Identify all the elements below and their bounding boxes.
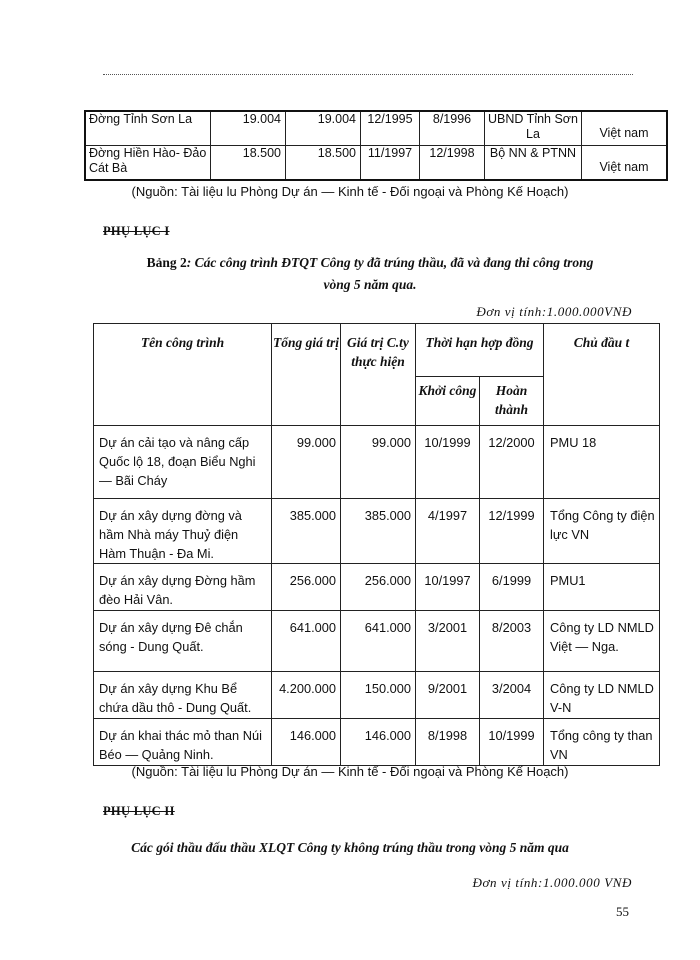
total-value-cell: 256.000 [272, 564, 341, 611]
appendix-heading: PHỤ LỤC II [103, 804, 175, 818]
appendix-heading: PHỤ LỤC I [103, 224, 170, 238]
source-note: (Nguồn: Tài liệu lu Phòng Dự án — Kinh tế - Đối ngoại và Phòng Kế Hoạch) [131, 764, 569, 779]
header-dotted-rule [103, 74, 633, 75]
end-date-cell: 8/2003 [480, 611, 544, 672]
start-date-cell: 8/1998 [416, 719, 480, 766]
start-date-cell: 10/1997 [416, 564, 480, 611]
end-date-cell: 10/1999 [480, 719, 544, 766]
project-name-cell: Dự án xây dựng Khu Bể chứa dầu thô - Dung Quất. [94, 672, 272, 719]
table-title-line-1 [60, 252, 680, 274]
table-row [94, 719, 660, 766]
investor-cell: Tổng Công ty điện lực VN [544, 499, 660, 564]
company-value-cell: 18.500 [286, 146, 361, 181]
table-title-line-2: vòng 5 năm qua. [323, 277, 417, 292]
table-number: Bảng 2 [146, 255, 187, 270]
investor-cell: Công ty LD NMLD Việt — Nga. [544, 611, 660, 672]
end-date-cell: 12/2000 [480, 426, 544, 499]
total-value-cell: 4.200.000 [272, 672, 341, 719]
project-name-cell: Dự án xây dựng đờng và hầm Nhà máy Thuỷ điện Hàm Thuận - Đa Mi. [94, 499, 272, 564]
project-name-cell: Dự án khai thác mỏ than Núi Béo — Quảng Ninh. [94, 719, 272, 766]
company-value-cell: 99.000 [341, 426, 416, 499]
start-date-cell: 4/1997 [416, 499, 480, 564]
company-value-cell: 150.000 [341, 672, 416, 719]
start-date-cell: 3/2001 [416, 611, 480, 672]
total-value-cell: 641.000 [272, 611, 341, 672]
header-end: Hoàn thành [480, 377, 544, 426]
start-date-cell: 11/1997 [361, 146, 420, 181]
total-value-cell: 99.000 [272, 426, 341, 499]
country-cell: Việt nam [582, 146, 668, 181]
header-company-value: Giá trị C.ty thực hiện [341, 324, 416, 426]
investor-cell: PMU1 [544, 564, 660, 611]
table-header-row [94, 324, 660, 377]
investor-cell: Tổng công ty than VN [544, 719, 660, 766]
header-project-name: Tên công trình [94, 324, 272, 426]
total-value-cell: 18.500 [211, 146, 286, 181]
company-value-cell: 385.000 [341, 499, 416, 564]
company-value-cell: 19.004 [286, 111, 361, 146]
table-row [94, 564, 660, 611]
table-row [94, 499, 660, 564]
table-title-text: : Các công trình ĐTQT Công ty đã trúng thầu, đã và đang thi công trong [186, 255, 594, 270]
table-row [85, 146, 667, 181]
header-start: Khởi công [416, 377, 480, 426]
investor-cell: Công ty LD NMLD V-N [544, 672, 660, 719]
total-value-cell: 385.000 [272, 499, 341, 564]
end-date-cell: 12/1998 [420, 146, 485, 181]
start-date-cell: 10/1999 [416, 426, 480, 499]
header-contract-period: Thời hạn hợp đồng [416, 324, 544, 377]
header-investor: Chủ đầu t [544, 324, 660, 426]
investor-cell: UBND Tỉnh Sơn La [485, 111, 582, 146]
investor-cell: PMU 18 [544, 426, 660, 499]
table-title [60, 252, 680, 296]
start-date-cell: 9/2001 [416, 672, 480, 719]
investor-cell: Bộ NN & PTNN [485, 146, 582, 181]
header-total-value: Tổng giá trị [272, 324, 341, 426]
project-name-cell: Đờng Hiền Hào- Đảo Cát Bà [85, 146, 211, 181]
company-value-cell: 641.000 [341, 611, 416, 672]
end-date-cell: 12/1999 [480, 499, 544, 564]
project-name-cell: Dự án cải tạo và nâng cấp Quốc lộ 18, đoạn Biểu Nghi — Bãi Cháy [94, 426, 272, 499]
page-number: 55 [616, 904, 629, 919]
end-date-cell: 8/1996 [420, 111, 485, 146]
start-date-cell: 12/1995 [361, 111, 420, 146]
continuation-table [84, 110, 668, 181]
unit-note: Đơn vị tính:1.000.000VNĐ [476, 304, 632, 319]
table-row [94, 611, 660, 672]
end-date-cell: 3/2004 [480, 672, 544, 719]
end-date-cell: 6/1999 [480, 564, 544, 611]
source-note: (Nguồn: Tài liệu lu Phòng Dự án — Kinh tế - Đối ngoại và Phòng Kế Hoạch) [131, 184, 569, 199]
project-name-cell: Dự án xây dựng Đờng hầm đèo Hải Vân. [94, 564, 272, 611]
table-row [94, 672, 660, 719]
company-value-cell: 146.000 [341, 719, 416, 766]
company-value-cell: 256.000 [341, 564, 416, 611]
country-cell: Việt nam [582, 111, 668, 146]
projects-table [93, 323, 660, 766]
project-name-cell: Đờng Tỉnh Sơn La [85, 111, 211, 146]
table-row [94, 426, 660, 499]
table-row [85, 111, 667, 146]
total-value-cell: 146.000 [272, 719, 341, 766]
total-value-cell: 19.004 [211, 111, 286, 146]
unit-note: Đơn vị tính:1.000.000 VNĐ [472, 875, 632, 890]
project-name-cell: Dự án xây dựng Đê chắn sóng - Dung Quất. [94, 611, 272, 672]
table-caption: Các gói thầu đấu thầu XLQT Công ty không trúng thầu trong vòng 5 năm qua [131, 840, 569, 855]
